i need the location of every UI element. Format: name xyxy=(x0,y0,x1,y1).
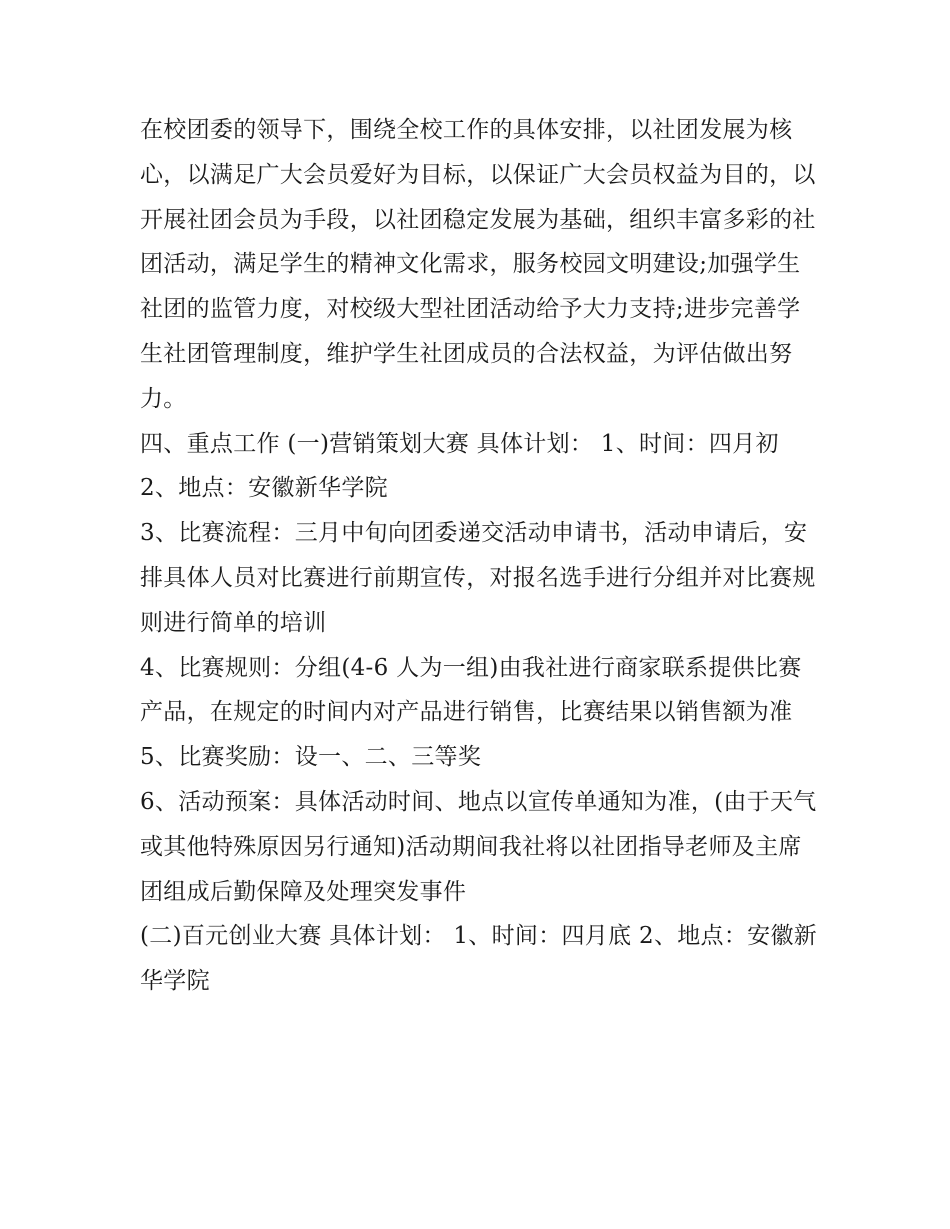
paragraph-contingency: 6、活动预案：具体活动时间、地点以宣传单通知为准，(由于天气或其他特殊原因另行通知)活动期间我社将以社团指导老师及主席团组成后勤保障及处理突发事件 xyxy=(140,788,817,905)
paragraph-key-work: 四、重点工作 (一)营销策划大赛 具体计划： 1、时间：四月初 xyxy=(140,430,779,457)
paragraph-rules: 4、比赛规则：分组(4-6 人为一组)由我社进行商家联系提供比赛产品，在规定的时间内对产品进行销售，比赛结果以销售额为准 5、比赛奖励：设一、二、三等奖 xyxy=(140,654,802,771)
paragraph-objectives: 在校团委的领导下，围绕全校工作的具体安排，以社团发展为核心，以满足广大会员爱好为目标，以保证广大会员权益为目的，以开展社团会员为手段，以社团稳定发展为基础，组织丰富多彩的社团活动，满足学生的精神文化需求，服务校园文明建设;加强学生社团的监管力度，对校级大型社团活动给予大力支持;进步完善学生社团管理制度，维护学生社团成员的合法权益，为评估做出努力。 xyxy=(140,117,816,412)
paragraph-process: 3、比赛流程：三月中旬向团委递交活动申请书，活动申请后，安排具体人员对比赛进行前期宣传，对报名选手进行分组并对比赛规则进行简单的培训 xyxy=(140,520,816,636)
paragraph-location: 2、地点：安徽新华学院 xyxy=(140,475,388,502)
document-body xyxy=(140,108,820,1004)
paragraph-startup-contest: (二)百元创业大赛 具体计划： 1、时间：四月底 2、地点：安徽新华学院 xyxy=(140,923,818,995)
